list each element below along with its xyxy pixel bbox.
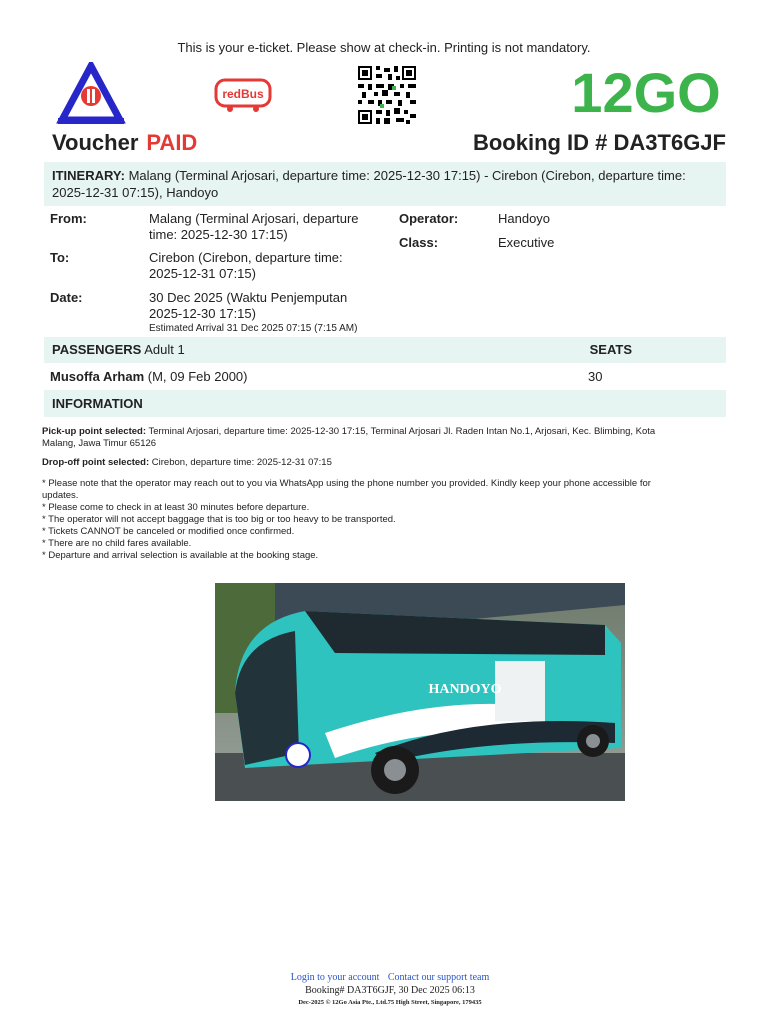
footer-links [0, 972, 768, 983]
passenger-details: (M, 09 Feb 2000) [147, 369, 248, 384]
passenger-name: Musoffa Arham [50, 369, 145, 384]
login-link[interactable]: Login to your account [290, 972, 380, 983]
information-label: INFORMATION [52, 396, 143, 411]
date-value: 30 Dec 2025 (Waktu Penjemputan 2025-12-30 17:15) Estimated Arrival 31 Dec 2025 07:15 (7:15 AM) [149, 290, 358, 334]
passengers-band [44, 337, 726, 363]
support-link[interactable]: Contact our support team [387, 972, 490, 983]
eticket-notice: This is your e-ticket. Please show at check-in. Printing is not mandatory. [177, 40, 591, 55]
to-value: Cirebon (Cirebon, departure time: 2025-12-31 07:15) [149, 250, 343, 281]
passenger-row [50, 369, 247, 384]
note-item: updates. [42, 490, 79, 501]
footer-copyright: Dec-2025 © 12Go Asia Pte., Ltd.75 High Street, Singapore, 179435 [298, 999, 482, 1006]
note-item: * Tickets CANNOT be canceled or modified once confirmed. [42, 526, 295, 537]
booking-id: Booking ID # DA3T6GJF [472, 130, 726, 155]
redbus-logo [212, 74, 274, 114]
paid-status-badge: PAID [146, 130, 198, 155]
note-item: * Departure and arrival selection is available at the booking stage. [42, 550, 319, 561]
12go-logo-text: 12GO [571, 62, 721, 122]
voucher-label: Voucher [52, 130, 139, 155]
bus-name-text: HANDOYO [428, 682, 502, 697]
dropoff-point: Drop-off point selected: Cirebon, departure time: 2025-12-31 07:15 [42, 457, 332, 468]
pickup-point: Pick-up point selected: Terminal Arjosari, departure time: 2025-12-30 17:15, Terminal Arjosari Jl. Raden Intan No.1, Arjosari, Kec. Blimbing, Kota Malang, Jawa Timur 65126 [42, 426, 656, 449]
notes-list [42, 478, 722, 562]
date-label: Date: [50, 290, 83, 305]
operator-value: Handoyo [498, 211, 551, 226]
footer-booking: Booking# DA3T6GJF, 30 Dec 2025 06:13 [305, 985, 475, 996]
class-value: Executive [498, 235, 555, 250]
voucher-title [52, 130, 197, 156]
note-item: * Please come to check in at least 30 minutes before departure. [42, 502, 310, 513]
operator-label: Operator: [399, 211, 459, 226]
to-label: To: [50, 250, 70, 265]
bus-photo [215, 583, 625, 801]
note-item: * The operator will not accept baggage that is too big or too heavy to be transported. [42, 514, 396, 525]
itinerary-label: ITINERARY: [52, 168, 125, 183]
operator-logo-icon [56, 62, 126, 126]
note-item: * There are no child fares available. [42, 538, 192, 549]
voucher-header [52, 130, 726, 160]
seats-label: SEATS [589, 342, 632, 357]
passenger-count: Adult 1 [144, 342, 185, 357]
class-label: Class: [399, 235, 439, 250]
qr-code-icon [358, 66, 416, 124]
from-label: From: [50, 211, 87, 226]
passengers-label: PASSENGERS [52, 342, 142, 357]
itinerary-text: Malang (Terminal Arjosari, departure time: 2025-12-30 17:15) - Cirebon (Cirebon, departure time: 2025-12-31 07:15), Handoyo [52, 168, 686, 200]
redbus-logo-text: redBus [222, 87, 264, 101]
passenger-seat: 30 [588, 369, 603, 384]
information-band [44, 390, 726, 417]
itinerary-band [44, 162, 726, 206]
note-item: * Please note that the operator may reach out to you via WhatsApp using the phone number you provided. Kindly keep your phone accessible for [42, 478, 651, 489]
from-value: Malang (Terminal Arjosari, departure time: 2025-12-30 17:15) [149, 211, 359, 242]
estimated-arrival: Estimated Arrival 31 Dec 2025 07:15 (7:15 AM) [149, 323, 358, 334]
12go-logo [566, 62, 726, 122]
